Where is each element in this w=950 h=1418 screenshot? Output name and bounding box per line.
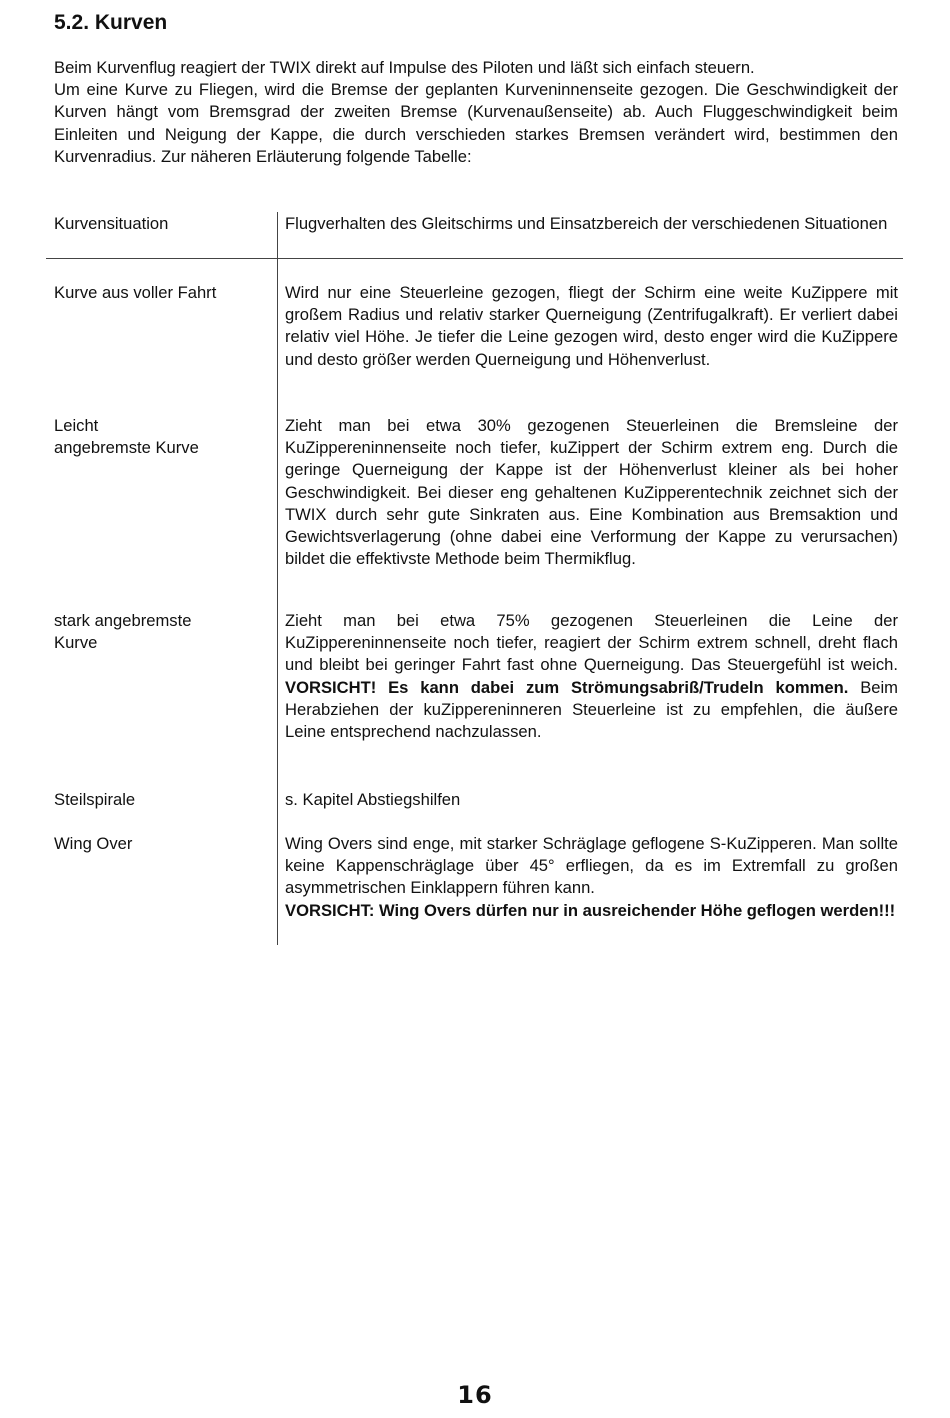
page-number: 16 [457, 1381, 493, 1409]
table-row-situation: Wing Over [54, 834, 133, 853]
intro-text: Um eine Kurve zu Fliegen, wird die Bremse der geplanten Kurveninnenseite gezogen. Die Geschwindigkeit der Kurven hängt vom Bremsgrad der zweiten Bremse (Kurvenaußenseite) ab. Auch Fluggeschwindigkeit beim Einleiten und Neigung der Kappe, die durch verschieden starkes Bremsen verändert wird, bestimmen den Kurvenradius. Zur näheren Erläuterung folgende Tabelle: [54, 80, 898, 166]
description-text: Beim Herabziehen der kuZippereninneren Steuerleine ist zu empfehlen, die äußere Leine entsprechend nachzulassen. [285, 677, 898, 742]
warning-text: VORSICHT: Wing Overs dürfen nur in ausreichender Höhe geflogen werden!!! [285, 900, 896, 920]
section-title: 5.2. Kurven [54, 11, 168, 34]
table-row-description: s. Kapitel Abstiegshilfen [285, 790, 461, 809]
table-header-divider [46, 258, 903, 259]
table-row-situation: Steilspirale [54, 790, 136, 809]
warning-text: VORSICHT! Es kann dabei zum Strömungsabriß/Trudeln kommen. [285, 677, 849, 697]
situation-line: Kurve [54, 633, 98, 653]
description-text: Wing Overs sind enge, mit starker Schräglage geflogene S-KuZipperen. Man sollte keine Kappenschräglage über 45° erfliegen, da es im Extremfall zu großen asymmetrischen Einklappern führen kann. [285, 834, 898, 898]
table-column-divider [277, 212, 278, 945]
table-row-description: Wird nur eine Steuerleine gezogen, fliegt der Schirm eine weite KuZippere mit großem Radius und relativ starker Querneigung (Zentrifugalkraft). Er verliert dabei relativ viel Höhe. Je tiefer die Leine gezogen wird, desto enger wird die KuZippere und desto größer werden Querneigung und Höhenverlust. [285, 283, 898, 369]
table-row-description [285, 833, 898, 922]
situation-line: stark angebremste [54, 611, 192, 630]
table-row-situation [54, 415, 220, 459]
table-header-situation: Kurvensituation [54, 214, 169, 233]
table-header-behavior: Flugverhalten des Gleitschirms und Einsatzbereich der verschiedenen Situationen [285, 214, 888, 233]
situation-line: Leicht [54, 416, 99, 435]
table-row-description: Zieht man bei etwa 30% gezogenen Steuerleinen die Bremsleine der KuZippereninnenseite noch tiefer, kuZippert der Schirm extrem eng. Durch die geringe Querneigung der Kappe ist der Höhenverlust kleiner als bei hoher Geschwindigkeit. Bei dieser eng gehaltenen KuZipperentechnik zeichnet sich der TWIX durch sehr gute Sinkraten aus. Eine Kombination aus Bremsaktion und Gewichtsverlagerung (ohne dabei eine Verformung der Kappe zu verursachen) bildet die effektivste Methode beim Thermikflug. [285, 416, 898, 569]
table-row-description [285, 610, 898, 743]
table-row-situation [54, 610, 220, 654]
intro-line-1: Beim Kurvenflug reagiert der TWIX direkt auf Impulse des Piloten und läßt sich einfach steuern. [54, 58, 755, 77]
table-row-situation: Kurve aus voller Fahrt [54, 283, 217, 302]
description-text: Zieht man bei etwa 75% gezogenen Steuerleinen die Leine der KuZippereninnenseite noch tiefer, reagiert der Schirm extrem schnell, dreht flach und bleibt bei geringer Fahrt fast ohne Querneigung. Das Steuergefühl ist weich. [285, 611, 898, 675]
situation-line: angebremste Kurve [54, 438, 199, 458]
intro-paragraph [54, 57, 898, 168]
